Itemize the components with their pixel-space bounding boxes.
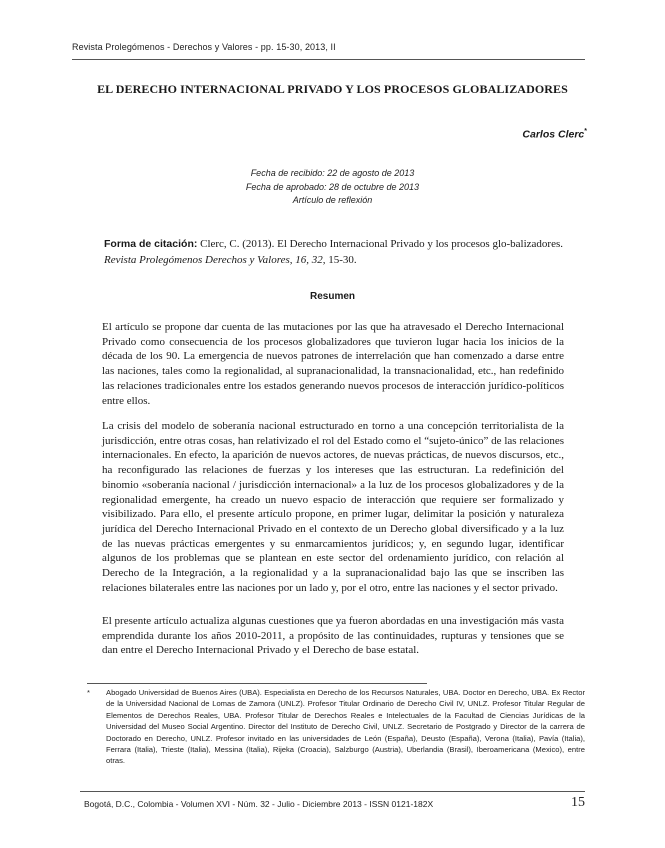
author-footnote-mark[interactable]: * (584, 128, 587, 135)
footnote-mark: * (87, 688, 90, 697)
approved-date: Fecha de aprobado: 28 de octubre de 2013 (245, 181, 420, 192)
footnote-text: Abogado Universidad de Buenos Aires (UBA). Especialista en Derecho de los Recursos Naturales, UBA. Doctor en Derecho, UBA. Ex Rector de la Universidad Nacional de Lomas de Zamora (UNLZ). Profesor Titular Ordinario de Derecho Civil IV, UNLZ. Profesor Titular Regular de Elementos de Derechos Reales, UBA. Profesor Titular de Derechos Reales e Intelectuales de la Facultad de Ciencias Jurídicas de la Universidad del Museo Social Argentino. Director del Instituto de Derecho Civil, UNLZ. Secretario de Postgrado y Director de la carrera de Doctorado en Derecho, UNLZ. Profesor invitado en las universidades de León (España), Deusto (España), Verona (Italia), Pavía (Italia), Ferrara (Italia), Trieste (Italia), Messina (Italia), Rijeka (Croacia), Salzburgo (Austria), Uberlandia (Brasil), Iberoamericana (Mexico), entre otras. (106, 688, 585, 766)
author-text: Carlos Clerc (522, 128, 585, 141)
citation-pages: 15-30. (325, 254, 357, 266)
running-header: Revista Prolegómenos - Derechos y Valores - pp. 15-30, 2013, II (72, 42, 336, 52)
footer-info: Bogotá, D.C., Colombia - Volumen XVI - Núm. 32 - Julio - Diciembre 2013 - ISSN 0121-182X (84, 799, 434, 809)
abstract-heading: Resumen (309, 291, 355, 302)
citation-journal: Revista Prolegómenos Derechos y Valores, 16, 32, (104, 254, 326, 266)
author-name (522, 128, 587, 141)
page-number: 15 (571, 795, 585, 810)
article-dates (0, 167, 665, 208)
article-type: Artículo de reflexión (292, 195, 373, 205)
footer-divider (80, 791, 585, 792)
citation-block (104, 236, 563, 268)
footnote-divider (87, 683, 427, 684)
abstract-paragraph: El artículo se propone dar cuenta de las mutaciones por las que ha atravesado el Derecho Internacional Privado como consecuencia de los procesos globalizadores que tuvieron lugar hacia los inicios de la década de los 90. La emergencia de nuevos patrones de interrelación que han comenzado a darse entre las naciones, tales como la regionalidad, al supranacionalidad, la transnacionalidad, etc., han redefinido las relaciones tradicionales entre los estados generando nuevos procesos de interacción jurídico-políticos entre ellos. (102, 321, 564, 407)
abstract-paragraph: El presente artículo actualiza algunas cuestiones que ya fueron abordadas en una investigación más vasta emprendida durante los años 2010-2011, a propósito de las continuidades, rupturas y tensiones que se dan entre el Derecho Internacional Privado y el Derecho de base estatal. (102, 615, 564, 657)
received-date: Fecha de recibido: 22 de agosto de 2013 (250, 168, 415, 178)
abstract-paragraph: La crisis del modelo de soberanía nacional estructurado en torno a una concepción territorialista de la jurisdicción, entre otras cosas, han relativizado el rol del Estado como el “sujeto-único” de las relaciones internacionales. En efecto, la aparición de nuevos actores, de nuevas prácticas, de nuevos discursos, etc., ha reconfigurado las relaciones de fuerzas y los intereses que las estructuran. La redefinición del binomio «soberanía nacional / jurisdicción internacional» a la luz de los procesos globalizadores y de la regionalidad emergente, ha creado un nuevo espacio de interacción que requiere ser formalizado y visibilizado. Para ello, el presente artículo propone, en primer lugar, delimitar la posición y naturaleza jurídica del Derecho Internacional Privado en el contexto de un Derecho global diversificado y a la luz de las nuevas prácticas emergentes y su enmarcamientos jurídicos; y, en segundo lugar, identificar algunos de los problemas que se plantean en este sector del ordenamiento jurídico, con relación al Derecho de la Integración, a la regionalidad y a la supranacionalidad bajo las que se inscriben las relaciones bilaterales entre las naciones por un lado y, por el otro, entre las naciones y el sector privado. (102, 420, 564, 594)
citation-label: Forma de citación: (104, 238, 198, 250)
citation-text: Clerc, C. (2013). El Derecho Internacional Privado y los procesos glo-balizadores. (197, 238, 563, 250)
header-divider (72, 59, 585, 60)
author-footnote (87, 687, 585, 767)
article-title: EL DERECHO INTERNACIONAL PRIVADO Y LOS PROCESOS GLOBALIZADORES (97, 82, 568, 96)
